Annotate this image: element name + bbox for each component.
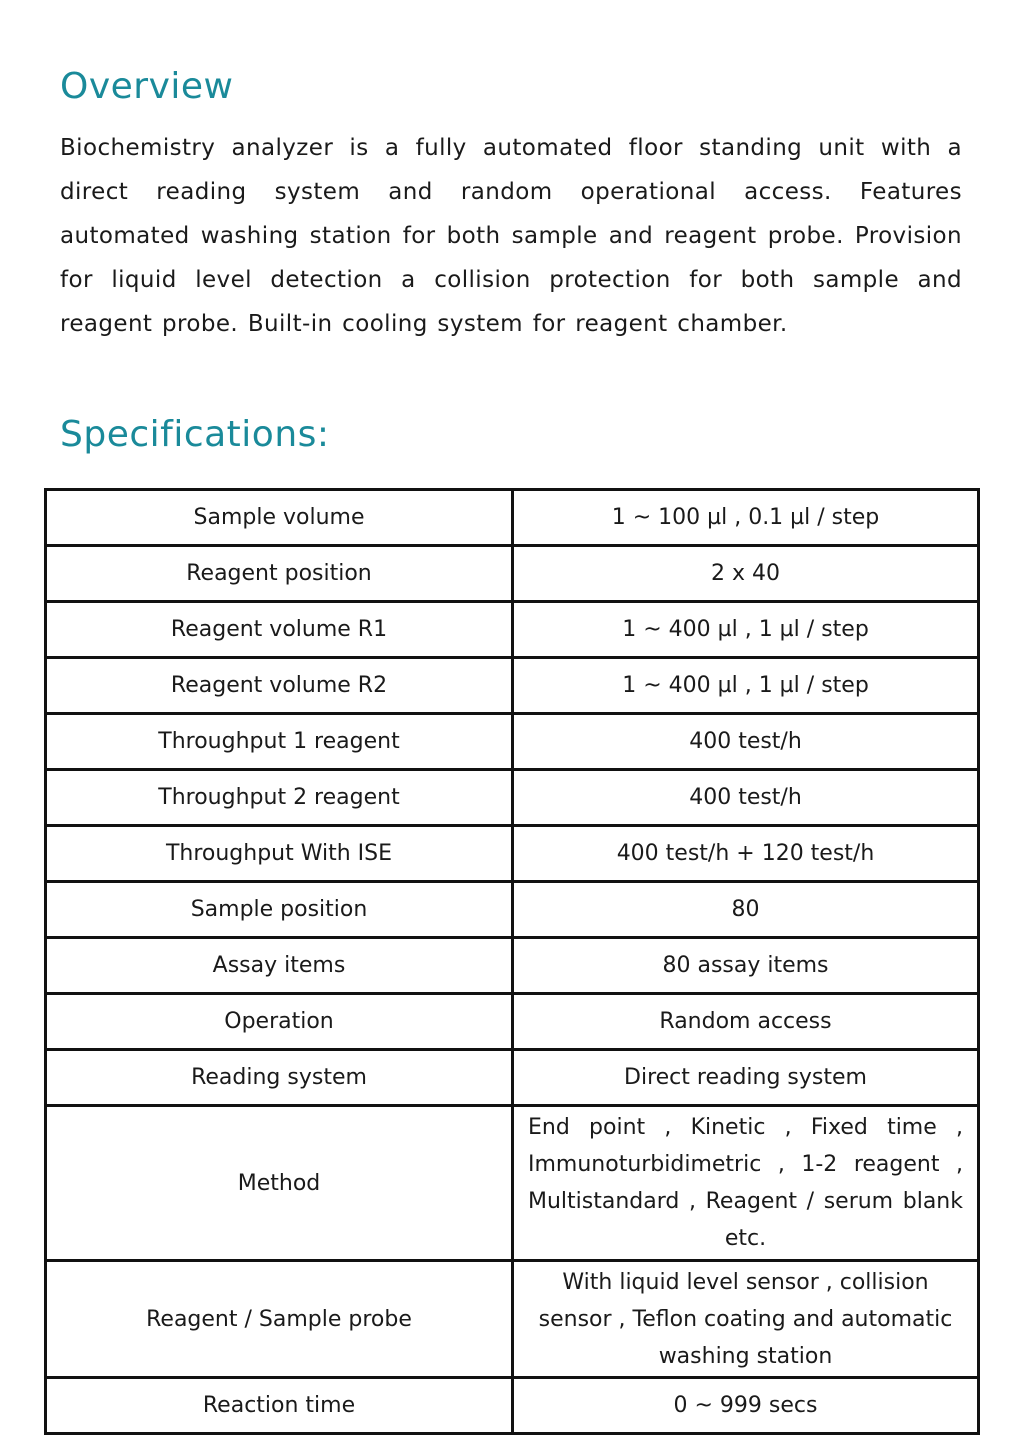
- spec-value: 2 x 40: [513, 546, 979, 602]
- specifications-heading: Specifications:: [60, 414, 330, 455]
- spec-value: 1 ~ 100 µl , 0.1 µl / step: [513, 490, 979, 546]
- spec-value: 1 ~ 400 µl , 1 µl / step: [513, 602, 979, 658]
- spec-row: [46, 1106, 979, 1261]
- spec-row: [46, 714, 979, 770]
- spec-label: Method: [46, 1106, 513, 1261]
- spec-row: [46, 490, 979, 546]
- specifications-table: [44, 488, 980, 1435]
- overview-heading: Overview: [60, 66, 234, 107]
- spec-label: Reagent volume R2: [46, 658, 513, 714]
- spec-value: 1 ~ 400 µl , 1 µl / step: [513, 658, 979, 714]
- spec-value: Direct reading system: [513, 1050, 979, 1106]
- spec-label: Operation: [46, 994, 513, 1050]
- spec-row: [46, 602, 979, 658]
- spec-value: End point , Kinetic , Fixed time , Immunoturbidimetric , 1-2 reagent , Multistandard , Reagent / serum blank etc.: [513, 1106, 979, 1261]
- spec-row: [46, 826, 979, 882]
- spec-label: Throughput With ISE: [46, 826, 513, 882]
- spec-label: Assay items: [46, 938, 513, 994]
- spec-label: Reagent / Sample probe: [46, 1261, 513, 1378]
- spec-label: Reagent position: [46, 546, 513, 602]
- spec-row: [46, 1050, 979, 1106]
- spec-row: [46, 658, 979, 714]
- spec-value: 80: [513, 882, 979, 938]
- spec-label: Reading system: [46, 1050, 513, 1106]
- spec-value: 80 assay items: [513, 938, 979, 994]
- overview-paragraph: Biochemistry analyzer is a fully automated floor standing unit with a direct reading system and random operational access. Features automated washing station for both sample and reagent probe. Provision for liquid level detection a collision protection for both sample and reagent probe. Built-in cooling system for reagent chamber.: [60, 135, 962, 337]
- spec-label: Reagent volume R1: [46, 602, 513, 658]
- spec-row: [46, 1378, 979, 1434]
- spec-row: [46, 546, 979, 602]
- spec-row: [46, 882, 979, 938]
- spec-label: Throughput 1 reagent: [46, 714, 513, 770]
- spec-row: [46, 938, 979, 994]
- spec-label: Sample volume: [46, 490, 513, 546]
- spec-label: Throughput 2 reagent: [46, 770, 513, 826]
- spec-row: [46, 994, 979, 1050]
- spec-value: Random access: [513, 994, 979, 1050]
- spec-row: [46, 770, 979, 826]
- spec-label: Reaction time: [46, 1378, 513, 1434]
- spec-row: [46, 1261, 979, 1378]
- spec-value: 0 ~ 999 secs: [513, 1378, 979, 1434]
- spec-value: With liquid level sensor , collision sensor , Teflon coating and automatic washing station: [513, 1261, 979, 1378]
- spec-value: 400 test/h: [513, 714, 979, 770]
- spec-value: 400 test/h: [513, 770, 979, 826]
- spec-value: 400 test/h + 120 test/h: [513, 826, 979, 882]
- spec-label: Sample position: [46, 882, 513, 938]
